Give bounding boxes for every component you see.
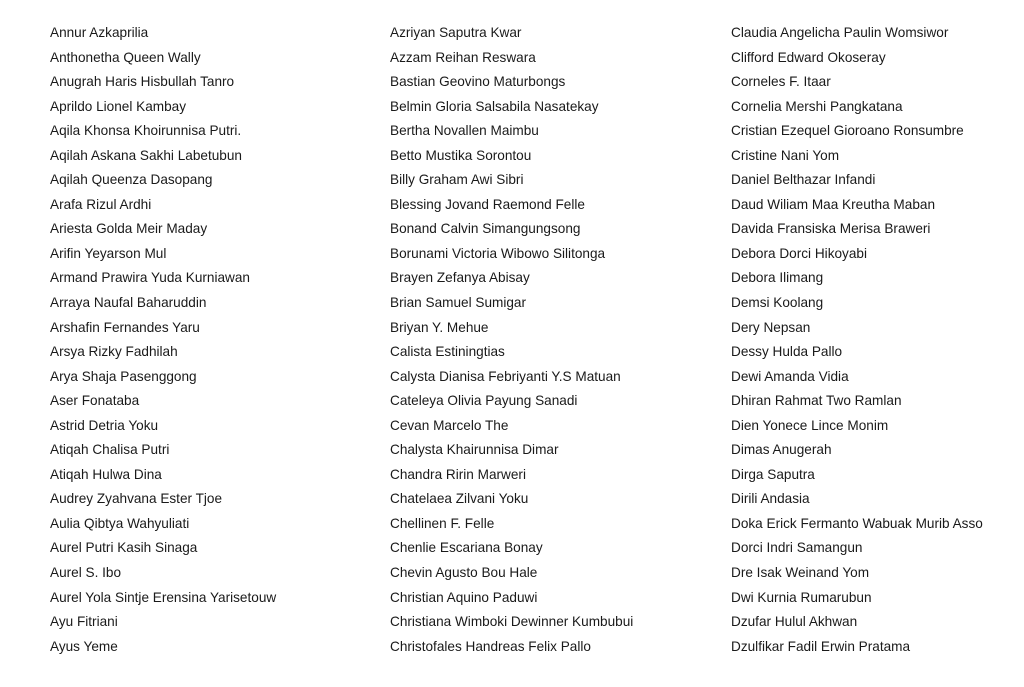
name-entry: Betto Mustika Sorontou: [390, 147, 532, 163]
name-entry: Christian Aquino Paduwi: [390, 589, 538, 605]
name-entry: Cristine Nani Yom: [731, 147, 840, 163]
name-entry: Chandra Ririn Marweri: [390, 466, 526, 482]
name-entry: Bonand Calvin Simangungsong: [390, 221, 581, 237]
name-entry: Belmin Gloria Salsabila Nasatekay: [390, 98, 599, 114]
name-entry: Astrid Detria Yoku: [50, 417, 159, 433]
name-entry: Demsi Koolang: [731, 295, 824, 311]
name-entry: Dery Nepsan: [731, 319, 811, 335]
name-entry: Calista Estiningtias: [390, 344, 505, 360]
name-entry: Chenlie Escariana Bonay: [390, 540, 543, 556]
name-entry: Dien Yonece Lince Monim: [731, 417, 889, 433]
name-entry: Aurel S. Ibo: [50, 565, 122, 581]
name-entry: Arsya Rizky Fadhilah: [50, 344, 178, 360]
name-entry: Borunami Victoria Wibowo Silitonga: [390, 245, 606, 261]
name-entry: Blessing Jovand Raemond Felle: [390, 196, 585, 212]
name-entry: Chellinen F. Felle: [390, 515, 495, 531]
name-entry: Brayen Zefanya Abisay: [390, 270, 530, 286]
name-entry: Claudia Angelicha Paulin Womsiwor: [731, 25, 949, 40]
name-entry: Azzam Reihan Reswara: [390, 49, 536, 65]
name-entry: Arafa Rizul Ardhi: [50, 196, 152, 212]
name-entry: Christofales Handreas Felix Pallo: [390, 638, 591, 654]
name-entry: Debora Ilimang: [731, 270, 824, 286]
name-entry: Dhiran Rahmat Two Ramlan: [731, 393, 902, 409]
name-entry: Aqilah Askana Sakhi Labetubun: [50, 147, 242, 163]
name-entry: Briyan Y. Mehue: [390, 319, 489, 335]
name-entry: Aulia Qibtya Wahyuliati: [50, 515, 190, 531]
name-entry: Billy Graham Awi Sibri: [390, 172, 524, 188]
name-column-2: [390, 21, 725, 659]
name-entry: Arya Shaja Pasenggong: [50, 368, 197, 384]
name-entry: Cateleya Olivia Payung Sanadi: [390, 393, 578, 409]
name-entry: Arraya Naufal Baharuddin: [50, 295, 207, 311]
name-entry: Ayus Yeme: [50, 638, 118, 654]
name-entry: Clifford Edward Okoseray: [731, 49, 886, 65]
name-entry: Dessy Hulda Pallo: [731, 344, 843, 360]
name-entry: Atiqah Chalisa Putri: [50, 442, 170, 458]
name-entry: Anthonetha Queen Wally: [50, 49, 201, 65]
name-entry: Bertha Novallen Maimbu: [390, 123, 539, 139]
name-column-3: [731, 21, 1021, 659]
name-entry: Bastian Geovino Maturbongs: [390, 74, 566, 90]
name-entry: Dzufar Hulul Akhwan: [731, 614, 858, 630]
name-entry: Aprildo Lionel Kambay: [50, 98, 187, 114]
name-entry: Calysta Dianisa Febriyanti Y.S Matuan: [390, 368, 621, 384]
name-entry: Annur Azkaprilia: [50, 25, 149, 40]
name-entry: Dre Isak Weinand Yom: [731, 565, 870, 581]
name-entry: Arshafin Fernandes Yaru: [50, 319, 200, 335]
name-entry: Cevan Marcelo The: [390, 417, 509, 433]
name-entry: Dimas Anugerah: [731, 442, 832, 458]
name-entry: Aser Fonataba: [50, 393, 140, 409]
name-entry: Aqilah Queenza Dasopang: [50, 172, 213, 188]
name-entry: Arifin Yeyarson Mul: [50, 245, 167, 261]
name-entry: Audrey Zyahvana Ester Tjoe: [50, 491, 223, 507]
name-entry: Aqila Khonsa Khoirunnisa Putri.: [50, 123, 242, 139]
name-entry: Chevin Agusto Bou Hale: [390, 565, 538, 581]
name-entry: Dewi Amanda Vidia: [731, 368, 849, 384]
name-entry: Chalysta Khairunnisa Dimar: [390, 442, 559, 458]
name-entry: Davida Fransiska Merisa Braweri: [731, 221, 931, 237]
name-entry: Cornelia Mershi Pangkatana: [731, 98, 903, 114]
name-entry: Anugrah Haris Hisbullah Tanro: [50, 74, 235, 90]
name-entry: Dirili Andasia: [731, 491, 810, 507]
name-entry: Ayu Fitriani: [50, 614, 118, 630]
name-entry: Atiqah Hulwa Dina: [50, 466, 162, 482]
name-entry: Christiana Wimboki Dewinner Kumbubui: [390, 614, 634, 630]
name-entry: Daud Wiliam Maa Kreutha Maban: [731, 196, 935, 212]
name-entry: Aurel Putri Kasih Sinaga: [50, 540, 198, 556]
name-entry: Daniel Belthazar Infandi: [731, 172, 876, 188]
name-entry: Dirga Saputra: [731, 466, 815, 482]
name-entry: Armand Prawira Yuda Kurniawan: [50, 270, 250, 286]
name-entry: Chatelaea Zilvani Yoku: [390, 491, 529, 507]
name-entry: Doka Erick Fermanto Wabuak Murib Asso: [731, 515, 983, 531]
name-entry: Azriyan Saputra Kwar: [390, 25, 522, 40]
name-entry: Corneles F. Itaar: [731, 74, 831, 90]
name-column-1: [50, 21, 380, 659]
name-entry: Aurel Yola Sintje Erensina Yarisetouw: [50, 589, 277, 605]
name-entry: Brian Samuel Sumigar: [390, 295, 526, 311]
name-entry: Ariesta Golda Meir Maday: [50, 221, 208, 237]
name-entry: Cristian Ezequel Gioroano Ronsumbre: [731, 123, 964, 139]
name-entry: Debora Dorci Hikoyabi: [731, 245, 867, 261]
name-entry: Dwi Kurnia Rumarubun: [731, 589, 872, 605]
name-entry: Dorci Indri Samangun: [731, 540, 863, 556]
name-entry: Dzulfikar Fadil Erwin Pratama: [731, 638, 911, 654]
